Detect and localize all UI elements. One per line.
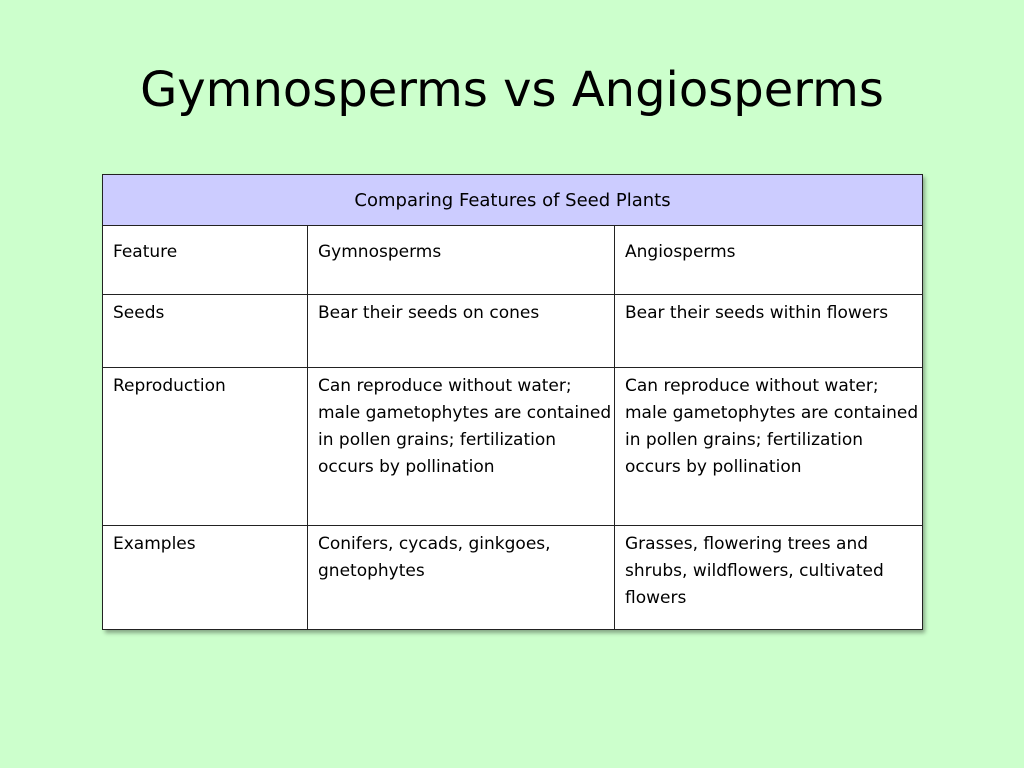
table-caption-row [103, 175, 923, 226]
angiosperms-cell: Bear their seeds within flowers [615, 295, 923, 368]
gymnosperms-cell: Bear their seeds on cones [308, 295, 615, 368]
header-gymnosperms: Gymnosperms [308, 226, 615, 295]
table-row [103, 295, 923, 368]
table-row [103, 526, 923, 630]
table-row [103, 368, 923, 526]
header-angiosperms: Angiosperms [615, 226, 923, 295]
comparison-table [102, 174, 923, 630]
feature-cell: Seeds [103, 295, 308, 368]
angiosperms-cell: Can reproduce without water; male gametophytes are contained in pollen grains; fertilization occurs by pollination [615, 368, 923, 526]
table-caption: Comparing Features of Seed Plants [103, 175, 923, 226]
feature-cell: Reproduction [103, 368, 308, 526]
feature-cell: Examples [103, 526, 308, 630]
gymnosperms-cell: Can reproduce without water; male gametophytes are contained in pollen grains; fertilization occurs by pollination [308, 368, 615, 526]
comparison-table-container [102, 174, 922, 630]
header-feature: Feature [103, 226, 308, 295]
slide-title: Gymnosperms vs Angiosperms [140, 62, 884, 118]
gymnosperms-cell: Conifers, cycads, ginkgoes, gnetophytes [308, 526, 615, 630]
angiosperms-cell: Grasses, flowering trees and shrubs, wildflowers, cultivated flowers [615, 526, 923, 630]
table-header-row [103, 226, 923, 295]
